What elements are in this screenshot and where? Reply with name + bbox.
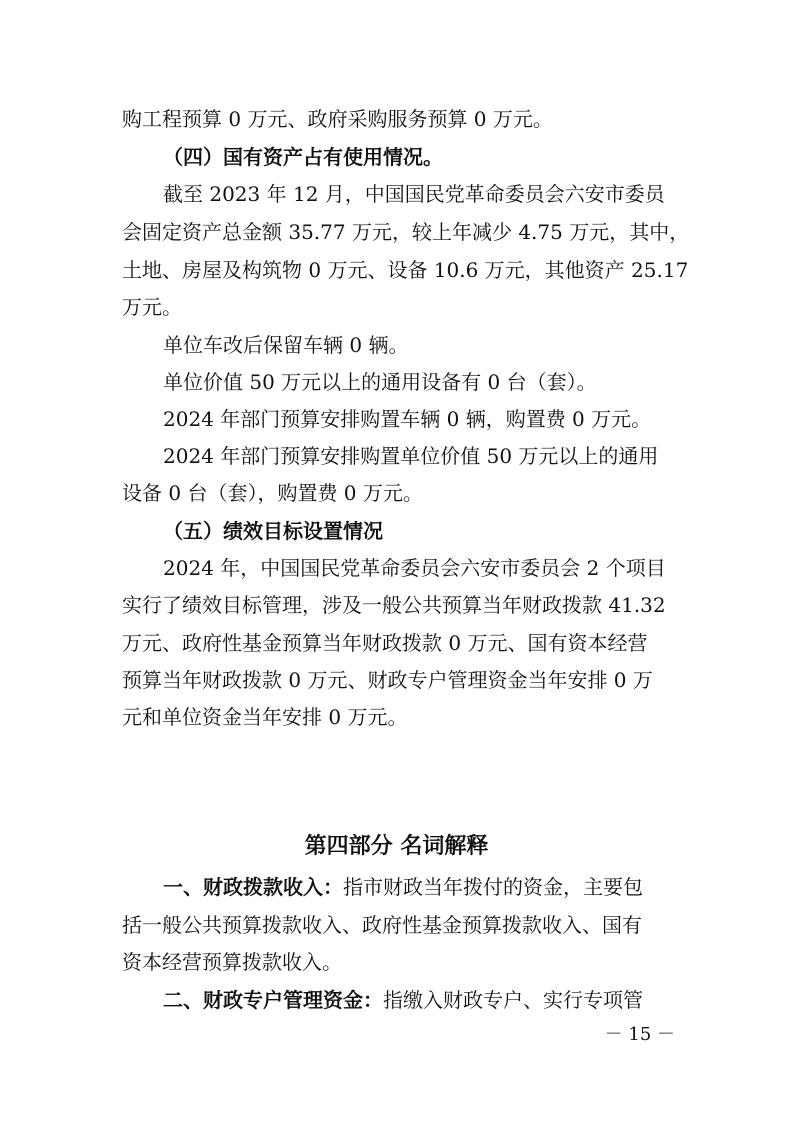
body-line: 2024 年部门预算安排购置单位价值 50 万元以上的通用	[163, 444, 659, 468]
body-line: 购工程预算 0 万元、政府采购服务预算 0 万元。	[122, 107, 553, 131]
body-line: 单位车改后保留车辆 0 辆。	[163, 333, 409, 357]
term-text: 指缴入财政专户、实行专项管	[383, 988, 643, 1012]
page-number: － 15 －	[604, 1024, 675, 1045]
body-line: 2024 年部门预算安排购置车辆 0 辆，购置费 0 万元。	[163, 407, 652, 431]
body-line: 资本经营预算拨款收入。	[122, 950, 342, 974]
body-line: 2024 年，中国国民党革命委员会六安市委员会 2 个项目	[163, 556, 666, 580]
body-line: 元和单位资金当年安排 0 万元。	[122, 705, 408, 729]
body-line: 万元、政府性基金预算当年财政拨款 0 万元、国有资本经营	[122, 631, 648, 655]
body-line: 括一般公共预算拨款收入、政府性基金预算拨款收入、国有	[122, 913, 642, 937]
body-line: 单位价值 50 万元以上的通用设备有 0 台（套）。	[163, 370, 597, 394]
body-line: 土地、房屋及构筑物 0 万元、设备 10.6 万元，其他资产 25.17	[122, 258, 689, 282]
term-label: 一、财政拨款收入：	[163, 875, 343, 899]
body-line: 预算当年财政拨款 0 万元、财政专户管理资金当年安排 0 万	[122, 668, 653, 692]
body-line: 实行了绩效目标管理，涉及一般公共预算当年财政拨款 41.32	[122, 593, 666, 617]
term-definition	[163, 988, 643, 1012]
section-heading: （五）绩效目标设置情况	[163, 519, 383, 543]
body-line: 会固定资产总金额 35.77 万元，较上年减少 4.75 万元，其中，	[122, 220, 690, 244]
term-text: 指市财政当年拨付的资金，主要包	[343, 875, 643, 899]
body-line: 万元。	[122, 295, 182, 319]
body-line: 截至 2023 年 12 月，中国国民党革命委员会六安市委员	[163, 182, 665, 206]
body-line: 设备 0 台（套），购置费 0 万元。	[122, 481, 423, 505]
term-definition	[163, 875, 643, 899]
part-heading: 第四部分 名词解释	[304, 834, 489, 859]
section-heading: （四）国有资产占有使用情况。	[163, 145, 443, 169]
term-label: 二、财政专户管理资金：	[163, 988, 383, 1012]
